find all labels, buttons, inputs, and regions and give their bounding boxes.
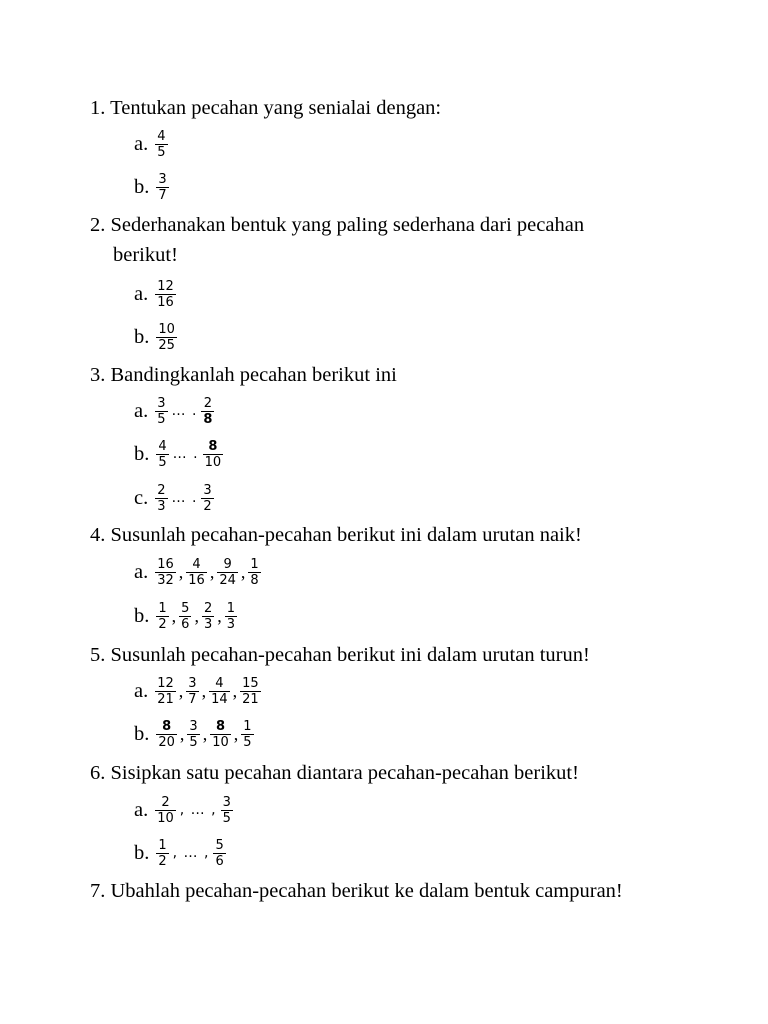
fraction — [155, 795, 176, 826]
fraction — [155, 396, 167, 427]
item-label: a. — [134, 282, 149, 305]
item-6a — [134, 788, 234, 832]
numerator: 15 — [242, 675, 259, 691]
fraction — [156, 601, 168, 632]
comparison-placeholder: … . — [171, 490, 198, 506]
question-text: Susunlah pecahan-pecahan berikut ini dalam urutan turun! — [110, 644, 590, 666]
comparison-placeholder: … . — [171, 403, 198, 419]
numerator: 9 — [223, 556, 232, 572]
numerator: 16 — [157, 556, 174, 572]
fraction — [155, 676, 176, 707]
numerator: 12 — [157, 278, 174, 294]
numerator: 1 — [158, 600, 167, 616]
numerator: 4 — [192, 556, 201, 572]
fraction — [240, 676, 261, 707]
question-number: 7. — [90, 880, 106, 902]
denominator: 21 — [157, 691, 174, 707]
insertion-placeholder: , … , — [179, 802, 217, 818]
denominator: 20 — [158, 734, 175, 750]
numerator: 1 — [243, 718, 252, 734]
fraction — [179, 601, 191, 632]
numerator: 3 — [157, 395, 166, 411]
question-text: Sisipkan satu pecahan diantara pecahan-pecahan berikut! — [110, 762, 579, 784]
numerator: 12 — [157, 675, 174, 691]
item-label: b. — [134, 604, 150, 627]
denominator: 5 — [157, 144, 166, 160]
numerator: 4 — [158, 438, 167, 454]
question-text: Sederhanakan bentuk yang paling sederhana dari pecahan — [110, 214, 585, 236]
numerator: 2 — [161, 794, 170, 810]
separator: , — [232, 680, 238, 701]
fraction — [186, 557, 207, 588]
denominator: 5 — [158, 454, 167, 470]
question-number: 2. — [90, 214, 106, 236]
fraction — [156, 719, 177, 750]
question-3 — [90, 360, 730, 390]
denominator: 3 — [203, 616, 213, 632]
item-label: a. — [134, 132, 149, 155]
denominator: 5 — [222, 810, 231, 826]
fraction — [156, 322, 177, 353]
fraction — [155, 129, 167, 160]
denominator: 10 — [204, 454, 222, 470]
numerator: 4 — [157, 128, 166, 144]
numerator: 3 — [222, 794, 231, 810]
denominator: 6 — [181, 616, 190, 632]
fraction — [155, 557, 176, 588]
fraction — [209, 676, 230, 707]
numerator: 8 — [208, 438, 218, 454]
item-label: a. — [134, 798, 149, 821]
question-7 — [90, 876, 730, 906]
denominator: 7 — [188, 691, 197, 707]
numerator: 5 — [181, 600, 190, 616]
item-1b — [134, 165, 170, 209]
item-4b — [134, 594, 238, 638]
question-number: 6. — [90, 762, 106, 784]
fraction — [155, 483, 167, 514]
denominator: 32 — [157, 572, 174, 588]
numerator: 5 — [215, 837, 224, 853]
numerator: 8 — [162, 718, 172, 734]
item-label: c. — [134, 486, 149, 509]
question-text-continued: berikut! — [113, 244, 178, 266]
denominator: 5 — [189, 734, 198, 750]
separator: , — [178, 561, 184, 582]
denominator: 6 — [215, 853, 224, 869]
item-label: a. — [134, 560, 149, 583]
item-5b — [134, 712, 255, 756]
question-text: Susunlah pecahan-pecahan berikut ini dalam urutan naik! — [110, 524, 582, 546]
numerator: 3 — [203, 482, 212, 498]
insertion-placeholder: , … , — [172, 845, 210, 861]
separator: , — [194, 605, 199, 626]
denominator: 2 — [158, 853, 167, 869]
question-2 — [90, 210, 730, 270]
fraction — [221, 795, 233, 826]
item-4a — [134, 550, 262, 594]
numerator: 3 — [189, 718, 198, 734]
denominator: 7 — [158, 187, 167, 203]
item-6b — [134, 831, 227, 875]
numerator: 2 — [203, 600, 213, 616]
denominator: 24 — [219, 572, 236, 588]
denominator: 21 — [242, 691, 259, 707]
fraction — [155, 279, 176, 310]
denominator: 10 — [212, 734, 229, 750]
denominator: 8 — [250, 572, 259, 588]
item-2a — [134, 272, 177, 316]
fraction — [156, 838, 168, 869]
item-label: a. — [134, 679, 149, 702]
item-label: b. — [134, 325, 150, 348]
fraction — [187, 719, 199, 750]
denominator: 8 — [203, 411, 213, 427]
question-text: Tentukan pecahan yang senialai dengan: — [110, 97, 442, 119]
question-5 — [90, 640, 730, 670]
fraction — [156, 172, 168, 203]
item-3b — [134, 432, 224, 476]
denominator: 5 — [157, 411, 166, 427]
fraction — [217, 557, 238, 588]
question-number: 3. — [90, 364, 106, 386]
numerator: 3 — [188, 675, 197, 691]
question-number: 5. — [90, 644, 106, 666]
numerator: 1 — [250, 556, 259, 572]
denominator: 2 — [158, 616, 167, 632]
item-3c — [134, 476, 215, 520]
item-2b — [134, 315, 178, 359]
fraction — [202, 601, 214, 632]
fraction — [225, 601, 237, 632]
item-3a — [134, 389, 215, 433]
fraction — [210, 719, 231, 750]
question-number: 4. — [90, 524, 106, 546]
fraction — [248, 557, 260, 588]
question-1 — [90, 93, 730, 123]
question-text: Bandingkanlah pecahan berikut ini — [110, 364, 397, 386]
question-6 — [90, 758, 730, 788]
numerator: 1 — [158, 837, 167, 853]
numerator: 1 — [226, 600, 235, 616]
item-1a — [134, 122, 169, 166]
denominator: 10 — [157, 810, 174, 826]
fraction — [241, 719, 253, 750]
item-5a — [134, 669, 262, 713]
denominator: 16 — [188, 572, 205, 588]
separator: , — [240, 561, 246, 582]
numerator: 2 — [203, 395, 213, 411]
item-label: b. — [134, 442, 150, 465]
denominator: 25 — [158, 337, 175, 353]
fraction — [201, 483, 213, 514]
denominator: 2 — [203, 498, 212, 514]
comparison-placeholder: … . — [172, 446, 199, 462]
denominator: 3 — [157, 498, 166, 514]
item-label: b. — [134, 175, 150, 198]
separator: , — [233, 723, 239, 744]
question-text: Ubahlah pecahan-pecahan berikut ke dalam bentuk campuran! — [110, 880, 623, 902]
fraction — [201, 396, 214, 427]
item-label: b. — [134, 841, 150, 864]
separator: , — [178, 680, 184, 701]
fraction — [203, 439, 224, 470]
denominator: 5 — [243, 734, 252, 750]
numerator: 4 — [215, 675, 224, 691]
denominator: 14 — [211, 691, 228, 707]
separator: , — [202, 723, 208, 744]
numerator: 8 — [215, 718, 225, 734]
fraction — [213, 838, 225, 869]
question-4 — [90, 520, 730, 550]
numerator: 3 — [158, 171, 167, 187]
numerator: 2 — [157, 482, 166, 498]
separator: , — [179, 723, 185, 744]
item-label: b. — [134, 722, 150, 745]
denominator: 16 — [157, 294, 174, 310]
separator: , — [209, 561, 215, 582]
denominator: 3 — [226, 616, 235, 632]
separator: , — [217, 605, 222, 626]
separator: , — [201, 680, 207, 701]
numerator: 10 — [158, 321, 175, 337]
separator: , — [171, 605, 177, 626]
question-number: 1. — [90, 97, 106, 119]
fraction — [186, 676, 198, 707]
item-label: a. — [134, 399, 149, 422]
fraction — [156, 439, 168, 470]
